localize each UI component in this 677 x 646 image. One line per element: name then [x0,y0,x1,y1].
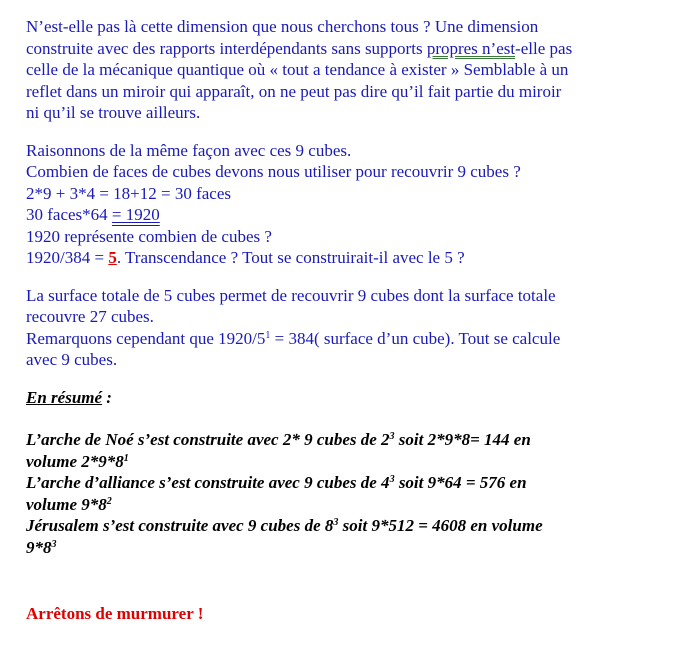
text-line: avec 9 cubes. [26,350,118,369]
text-line: reflet dans un miroir qui apparaît, on ne peut pas dire qu’il fait partie du miroir [26,81,562,101]
text-span: Remarquons cependant que 1920/5 [26,328,266,348]
text-line [26,204,646,226]
text-span: L’arche d’alliance s’est construite avec 9 cubes de 4 [26,473,390,492]
superscript: 3 [51,538,57,550]
superscript: 1 [123,452,129,464]
text-line: Combien de faces de cubes devons nous utiliser pour recouvrir 9 cubes ? [26,162,521,181]
text-line: 2*9 + 3*4 = 18+12 = 30 faces [26,183,232,203]
text-span: 9*8 [26,537,52,557]
superscript: 3 [333,517,339,528]
summary-line-alliance-cont [26,494,646,516]
document-page [26,16,646,624]
text-span: . Transcendance ? Tout se construirait-il avec le 5 ? [116,248,465,267]
text-line: Raisonnons de la même façon avec ces 9 cubes. [26,140,352,160]
text-line [26,38,646,60]
superscript: 1 [265,329,271,341]
text-span: L’arche de Noé s’est construite avec 2* 9 cubes de 2 [26,430,390,449]
summary-line-jerusalem-cont [26,537,646,559]
summary-line-noe [26,429,646,451]
paragraph-reasoning [26,140,646,269]
text-span: Jérusalem s’est construite avec 9 cubes de 8 [26,516,334,535]
text-line [26,328,646,350]
result-1920: = 1920 [111,205,160,224]
text-span: = 384( surface d’un cube). Tout se calcule [270,328,561,348]
superscript: 3 [389,474,395,485]
text-span: : [102,387,112,407]
summary-line-noe-cont [26,451,646,473]
superscript: 2 [106,495,112,507]
highlight-five: 5 [108,248,117,267]
superscript: 3 [389,431,395,442]
text-line [26,247,646,269]
text-line: celle de la mécanique quantique où « tout a tendance à exister » Semblable à un [26,60,569,79]
text-span: soit 9*64 = 576 en [394,473,527,492]
text-span: soit 9*512 = 4608 en volume [338,516,543,535]
summary-heading [26,387,646,409]
text-span: construite avec des rapports interdépendants sans supports [26,38,427,58]
closing-exclamation: Arrêtons de murmurer ! [26,604,204,623]
paragraph-dimension [26,16,646,124]
text-span: 30 faces*64 [26,205,112,224]
grammar-underlined-text: propres n’est [426,38,516,58]
summary-line-jerusalem [26,515,646,537]
text-span: -elle pas [515,38,573,58]
text-span: 1920/384 = [26,248,109,267]
paragraph-surface [26,285,646,371]
text-span: volume 9*8 [26,494,107,514]
text-line: 1920 représente combien de cubes ? [26,226,272,246]
text-line: recouvre 27 cubes. [26,307,154,326]
summary-section [26,387,646,559]
text-line: La surface totale de 5 cubes permet de recouvrir 9 cubes dont la surface totale [26,285,556,305]
text-span: soit 2*9*8= 144 en [394,430,531,449]
text-line: N’est-elle pas là cette dimension que nous cherchons tous ? Une dimension [26,17,539,36]
text-span: volume 2*9*8 [26,451,124,471]
summary-line-alliance [26,472,646,494]
summary-heading-text: En résumé [26,387,103,407]
text-line: ni qu’il se trouve ailleurs. [26,103,201,122]
